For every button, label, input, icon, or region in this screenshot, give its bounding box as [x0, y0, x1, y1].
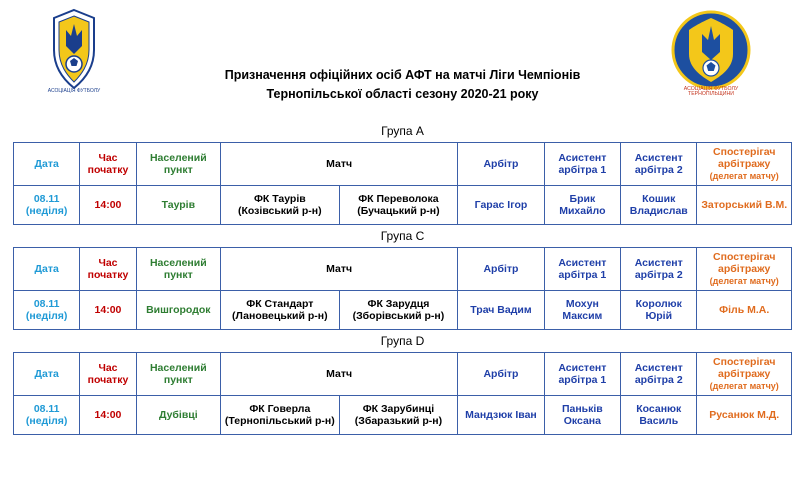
table-header-row	[14, 143, 792, 186]
column-header-town: Населений пункт	[136, 353, 220, 396]
svg-text:ТЕРНОПІЛЬЩИНИ: ТЕРНОПІЛЬЩИНИ	[688, 91, 734, 97]
cell-assistant2: Королюк Юрій	[621, 291, 697, 330]
page-title	[0, 66, 805, 104]
page-title-line2: Тернопільської області сезону 2020-21 року	[266, 87, 539, 101]
cell-assistant1: Брик Михайло	[544, 186, 620, 225]
schedule-table-group-c	[13, 247, 792, 330]
column-header-town: Населений пункт	[136, 143, 220, 186]
cell-away-team: ФК Переволока (Бучацький р-н)	[339, 186, 458, 225]
cell-assistant2: Кошик Владислав	[621, 186, 697, 225]
cell-assistant1: Паньків Оксана	[544, 396, 620, 435]
column-header-observer: Спостерігач арбітражу (делегат матчу)	[697, 248, 792, 291]
cell-town: Вишгородок	[136, 291, 220, 330]
column-header-observer: Спостерігач арбітражу (делегат матчу)	[697, 143, 792, 186]
table-row	[14, 396, 792, 435]
table-header-row	[14, 353, 792, 396]
cell-date: 08.11 (неділя)	[14, 186, 80, 225]
column-header-match: Матч	[221, 353, 458, 396]
column-header-assistant1: Асистент арбітра 1	[544, 353, 620, 396]
column-header-assistant1: Асистент арбітра 1	[544, 248, 620, 291]
cell-town: Таурів	[136, 186, 220, 225]
cell-away-team: ФК Зарубинці (Збаразький р-н)	[339, 396, 458, 435]
column-header-date: Дата	[14, 353, 80, 396]
cell-away-team: ФК Зарудця (Зборівський р-н)	[339, 291, 458, 330]
cell-assistant1: Мохун Максим	[544, 291, 620, 330]
cell-assistant2: Косанюк Василь	[621, 396, 697, 435]
cell-referee: Гарас Ігор	[458, 186, 544, 225]
column-header-date: Дата	[14, 143, 80, 186]
column-header-town: Населений пункт	[136, 248, 220, 291]
cell-time: 14:00	[80, 186, 136, 225]
schedule-table-group-a	[13, 142, 792, 225]
cell-home-team: ФК Стандарт (Лановецький р-н)	[221, 291, 340, 330]
schedule-table-group-d	[13, 352, 792, 435]
cell-referee: Трач Вадим	[458, 291, 544, 330]
cell-time: 14:00	[80, 291, 136, 330]
column-header-assistant1: Асистент арбітра 1	[544, 143, 620, 186]
svg-text:АСОЦІАЦІЯ ФУТБОЛУ: АСОЦІАЦІЯ ФУТБОЛУ	[683, 86, 739, 92]
group-label-c: Група С	[380, 229, 425, 243]
cell-referee: Мандзюк Іван	[458, 396, 544, 435]
column-header-date: Дата	[14, 248, 80, 291]
column-header-assistant2: Асистент арбітра 2	[621, 353, 697, 396]
page-title-line1: Призначення офіційних осіб АФТ на матчі Ліги Чемпіонів	[224, 68, 581, 82]
column-header-referee: Арбітр	[458, 248, 544, 291]
column-header-match: Матч	[221, 143, 458, 186]
table-header-row	[14, 248, 792, 291]
cell-date: 08.11 (неділя)	[14, 396, 80, 435]
cell-town: Дубівці	[136, 396, 220, 435]
column-header-observer: Спостерігач арбітражу (делегат матчу)	[697, 353, 792, 396]
cell-time: 14:00	[80, 396, 136, 435]
cell-observer: Русанюк М.Д.	[697, 396, 792, 435]
group-label-a: Група А	[381, 124, 424, 138]
column-header-referee: Арбітр	[458, 143, 544, 186]
column-header-time: Час початку	[80, 353, 136, 396]
cell-home-team: ФК Таурів (Козівський р-н)	[221, 186, 340, 225]
column-header-assistant2: Асистент арбітра 2	[621, 248, 697, 291]
column-header-referee: Арбітр	[458, 353, 544, 396]
document-header	[0, 0, 805, 120]
group-label-d: Група D	[380, 334, 425, 348]
cell-observer: Заторський В.М.	[697, 186, 792, 225]
table-row	[14, 186, 792, 225]
column-header-assistant2: Асистент арбітра 2	[621, 143, 697, 186]
table-row	[14, 291, 792, 330]
cell-observer: Філь М.А.	[697, 291, 792, 330]
svg-text:АСОЦІАЦІЯ ФУТБОЛУ: АСОЦІАЦІЯ ФУТБОЛУ	[47, 88, 101, 94]
column-header-match: Матч	[221, 248, 458, 291]
column-header-time: Час початку	[80, 248, 136, 291]
cell-home-team: ФК Говерла (Тернопільський р-н)	[221, 396, 340, 435]
column-header-time: Час початку	[80, 143, 136, 186]
cell-date: 08.11 (неділя)	[14, 291, 80, 330]
